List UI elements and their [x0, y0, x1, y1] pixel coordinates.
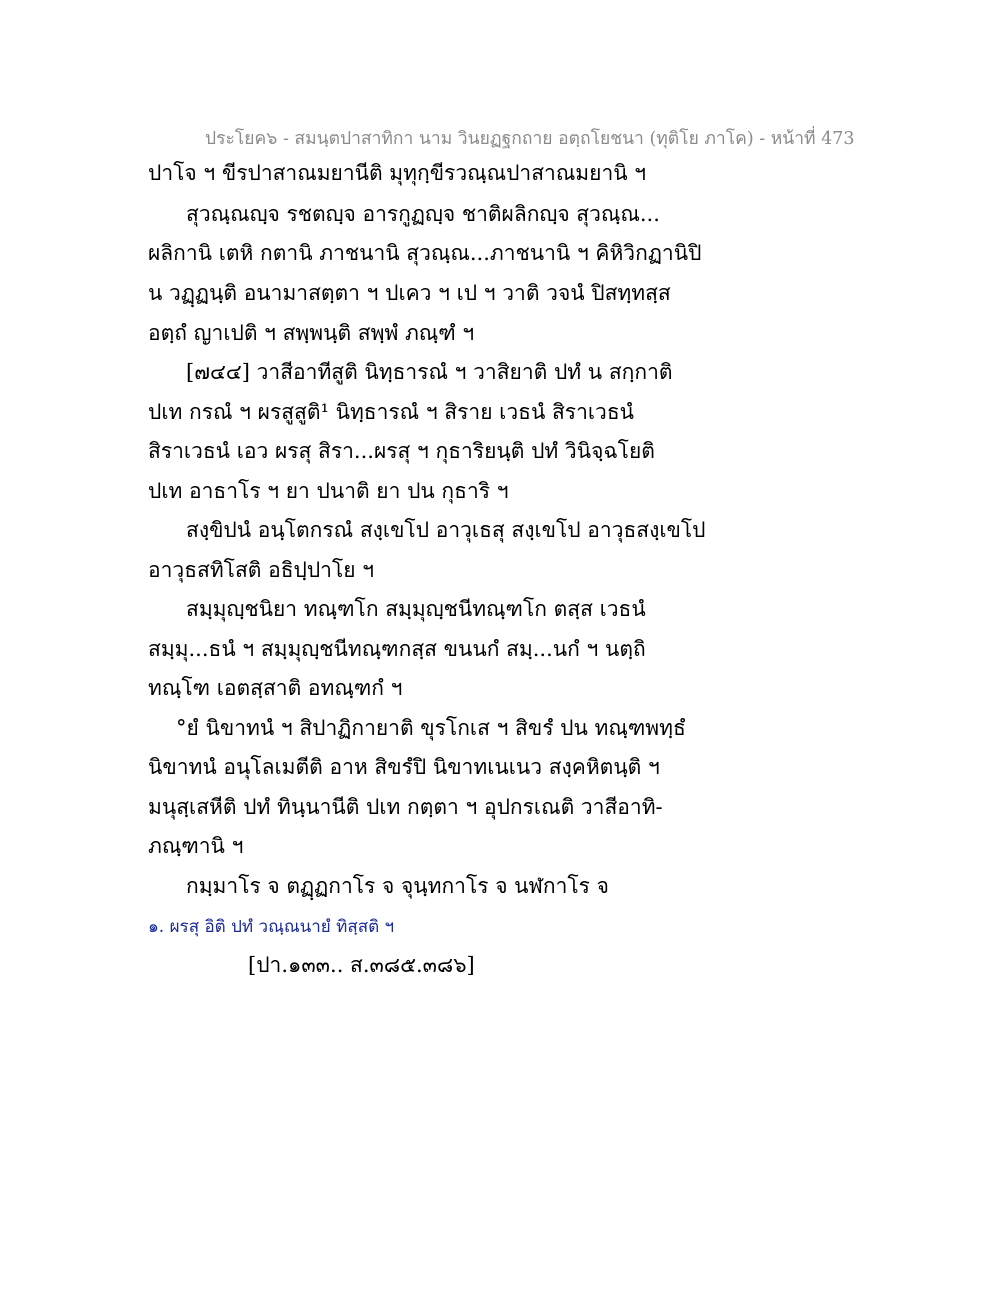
text-line: อตฺถํ ญาเปติ ฯ สพฺพนฺติ สพฺพํ ภณฺฑํ ฯ: [148, 321, 475, 345]
text-line: น วฏฺฏนฺติ อนามาสตฺตา ฯ ปเคว ฯ เป ฯ วาติ วจนํ ปิสทฺทสฺส: [148, 281, 671, 305]
text-line: สมฺมุ...ธนํ ฯ สมฺมุญฺชนีทณฺฑกสฺส ขนนกํ สมฺ...นกํ ฯ นตฺถิ: [148, 637, 646, 661]
text-line: กมฺมาโร จ ตฏฺฏกาโร จ จุนฺทกาโร จ นฬกาโร จ: [186, 874, 609, 898]
text-line: มนุสฺเสหีติ ปทํ ทินฺนานีติ ปเท กตฺตา ฯ อุปกรเณติ วาสีอาทิ-: [148, 795, 663, 819]
text-line: °ยํ นิขาทนํ ฯ สิปาฏิกายาติ ขุรโกเส ฯ สิขรํ ปน ทณฺฑพทฺธํ: [176, 716, 686, 740]
page-header: ประโยค๖ - สมนฺตปาสาทิกา นาม วินยฏฐกถาย อตฺถโยชนา (ทุติโย ภาโค) - หน้าที่ 473: [205, 129, 855, 149]
text-line: สุวณฺณญฺจ รชตญฺจ อารกูฏญฺจ ชาติผลิกญฺจ สุวณฺณ...: [186, 202, 660, 226]
text-line: ภณฺฑานิ ฯ: [148, 834, 244, 858]
text-line: ปาโจ ฯ ขีรปาสาณมยานีติ มุทุกฺขีรวณฺณปาสาณมยานิ ฯ: [148, 161, 647, 185]
page-reference: [ปา.๑๓๓.. ส.๓๘๕.๓๘๖]: [248, 953, 475, 977]
text-line: สมฺมุญฺชนิยา ทณฺฑโก สมฺมุญฺชนีทณฺฑโก ตสฺส เวธนํ: [186, 597, 646, 621]
footnote: ๑. ผรสุ อิติ ปทํ วณฺณนายํ ทิสฺสติ ฯ: [148, 917, 395, 937]
text-line: [๗๔๔] วาสีอาทีสูติ นิทฺธารณํ ฯ วาสิยาติ ปทํ น สกฺกาติ: [186, 360, 673, 384]
text-line: สิราเวธนํ เอว ผรสุ สิรา...ผรสุ ฯ กุธาริยนฺติ ปทํ วินิจฺฉโยติ: [148, 439, 655, 463]
text-line: อาวุธสทิโสติ อธิปฺปาโย ฯ: [148, 558, 375, 582]
text-line: สงฺขิปนํ อนฺโตกรณํ สงฺเขโป อาวุเธสุ สงฺเขโป อาวุธสงฺเขโป: [186, 518, 706, 542]
text-line: ปเท อาธาโร ฯ ยา ปนาติ ยา ปน กุธาริ ฯ: [148, 479, 509, 503]
text-line: นิขาทนํ อนุโลเมตีติ อาห สิขรํปิ นิขาทเนเนว สงฺคหิตนฺติ ฯ: [148, 755, 660, 779]
text-line: ผลิกานิ เตหิ กตานิ ภาชนานิ สุวณฺณ...ภาชนานิ ฯ คิหิวิกฏานิปิ: [148, 241, 702, 265]
text-line: ปเท กรณํ ฯ ผรสูสูติ¹ นิทฺธารณํ ฯ สิราย เวธนํ สิราเวธนํ: [148, 400, 635, 424]
text-line: ทณฺโฑ เอตสฺสาติ อทณฺฑกํ ฯ: [148, 676, 403, 700]
